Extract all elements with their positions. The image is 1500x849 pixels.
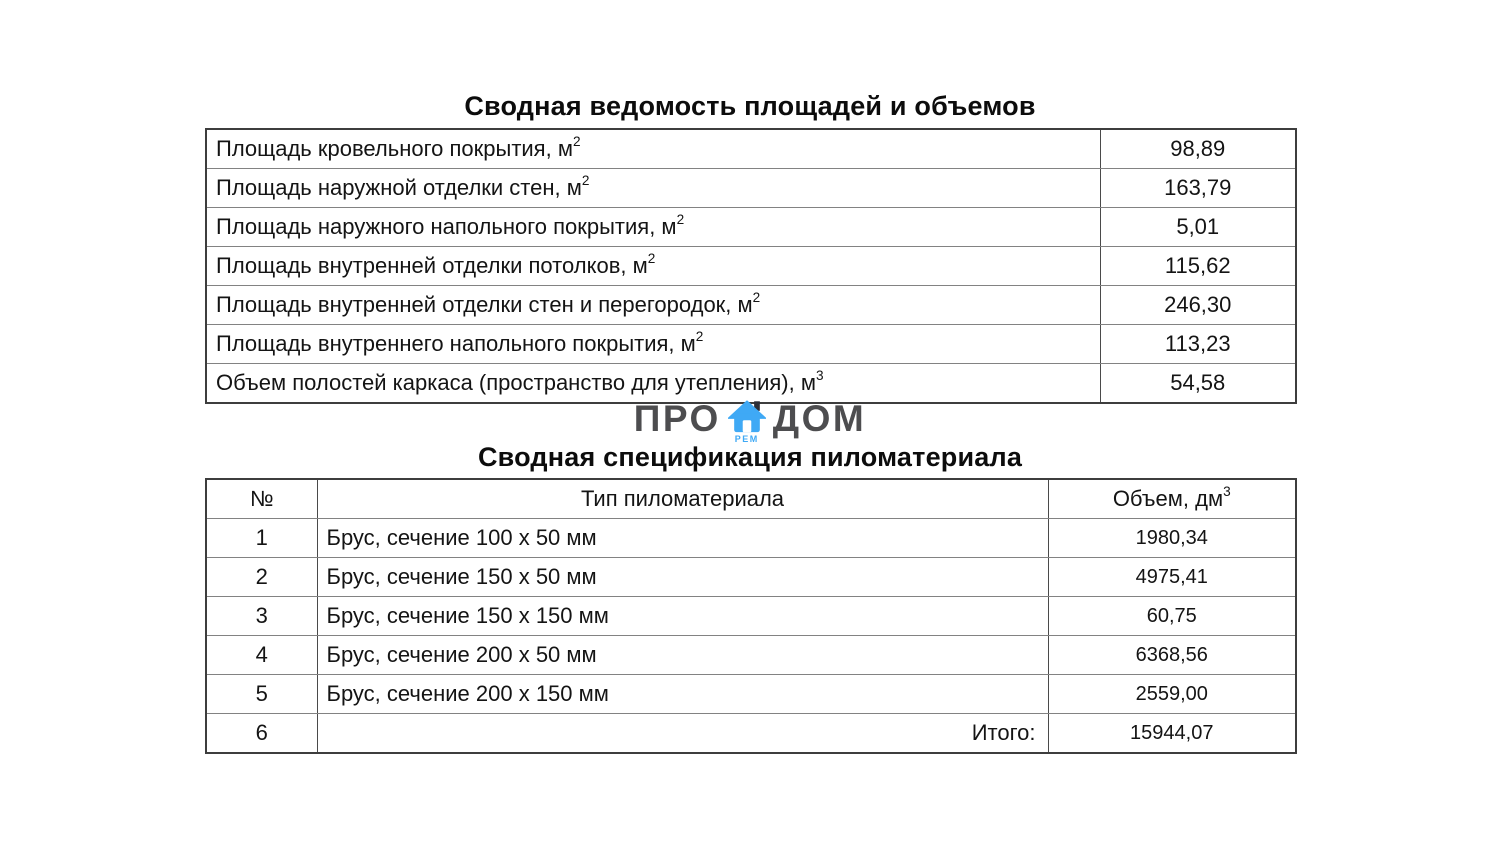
total-label: Итого: [317,714,1048,754]
table-row [206,675,1296,714]
row-number: 6 [206,714,317,754]
row-label [206,247,1100,286]
row-label-text: Площадь внутренней отделки стен и перегородок, м [216,292,753,317]
table-row [206,247,1296,286]
row-value: 2559,00 [1048,675,1296,714]
row-label-text: Площадь наружного напольного покрытия, м [216,214,677,239]
row-value: 54,58 [1100,364,1296,404]
col-header-volume [1048,479,1296,519]
areas-volumes-title: Сводная ведомость площадей и объемов [464,91,1036,121]
total-value: 15944,07 [1048,714,1296,754]
table-row [206,129,1296,169]
row-label-text: Площадь кровельного покрытия, м [216,136,573,161]
row-value: 5,01 [1100,208,1296,247]
table-row [206,325,1296,364]
row-label [206,325,1100,364]
row-value: 4975,41 [1048,558,1296,597]
lumber-spec-table [205,478,1297,754]
row-type: Брус, сечение 200 х 150 мм [317,675,1048,714]
row-value: 6368,56 [1048,636,1296,675]
row-type: Брус, сечение 100 х 50 мм [317,519,1048,558]
table-total-row [206,714,1296,754]
col-header-num: № [206,479,317,519]
table-row [206,208,1296,247]
unit-superscript: 2 [676,211,685,227]
table-row [206,597,1296,636]
row-type: Брус, сечение 200 х 50 мм [317,636,1048,675]
row-label-text: Площадь внутреннего напольного покрытия, м [216,331,696,356]
logo-text-rem: РЕМ [734,434,759,444]
lumber-spec-title: Сводная спецификация пиломатериала [477,442,1023,472]
table-row [206,286,1296,325]
logo-text-pro: ПРО [633,398,721,439]
unit-superscript: 3 [1223,483,1231,499]
col-header-type: Тип пиломатериала [317,479,1048,519]
unit-superscript: 2 [572,133,581,149]
unit-superscript: 2 [581,172,590,188]
row-type: Брус, сечение 150 х 150 мм [317,597,1048,636]
table-row [206,169,1296,208]
row-number: 1 [206,519,317,558]
table-row [206,558,1296,597]
row-label [206,129,1100,169]
row-label [206,169,1100,208]
row-value: 113,23 [1100,325,1296,364]
unit-superscript: 2 [647,250,656,266]
row-value: 163,79 [1100,169,1296,208]
unit-superscript: 2 [695,328,704,344]
row-number: 4 [206,636,317,675]
table-row [206,519,1296,558]
row-label [206,208,1100,247]
unit-superscript: 2 [752,289,761,305]
row-type: Брус, сечение 150 х 50 мм [317,558,1048,597]
row-label [206,286,1100,325]
row-number: 2 [206,558,317,597]
row-label-text: Объем полостей каркаса (пространство для утепления), м [216,370,816,395]
table-header-row [206,479,1296,519]
house-icon-graphic [728,400,766,433]
row-label-text: Площадь внутренней отделки потолков, м [216,253,648,278]
row-value: 246,30 [1100,286,1296,325]
house-icon [728,398,766,444]
col-header-volume-text: Объем, дм [1112,486,1224,511]
areas-volumes-table [205,128,1297,404]
row-number: 3 [206,597,317,636]
table-row [206,636,1296,675]
row-number: 5 [206,675,317,714]
logo-text-dom: ДОМ [772,398,867,439]
row-value: 98,89 [1100,129,1296,169]
row-value: 60,75 [1048,597,1296,636]
row-value: 1980,34 [1048,519,1296,558]
row-value: 115,62 [1100,247,1296,286]
unit-superscript: 3 [815,367,824,383]
row-label-text: Площадь наружной отделки стен, м [216,175,582,200]
